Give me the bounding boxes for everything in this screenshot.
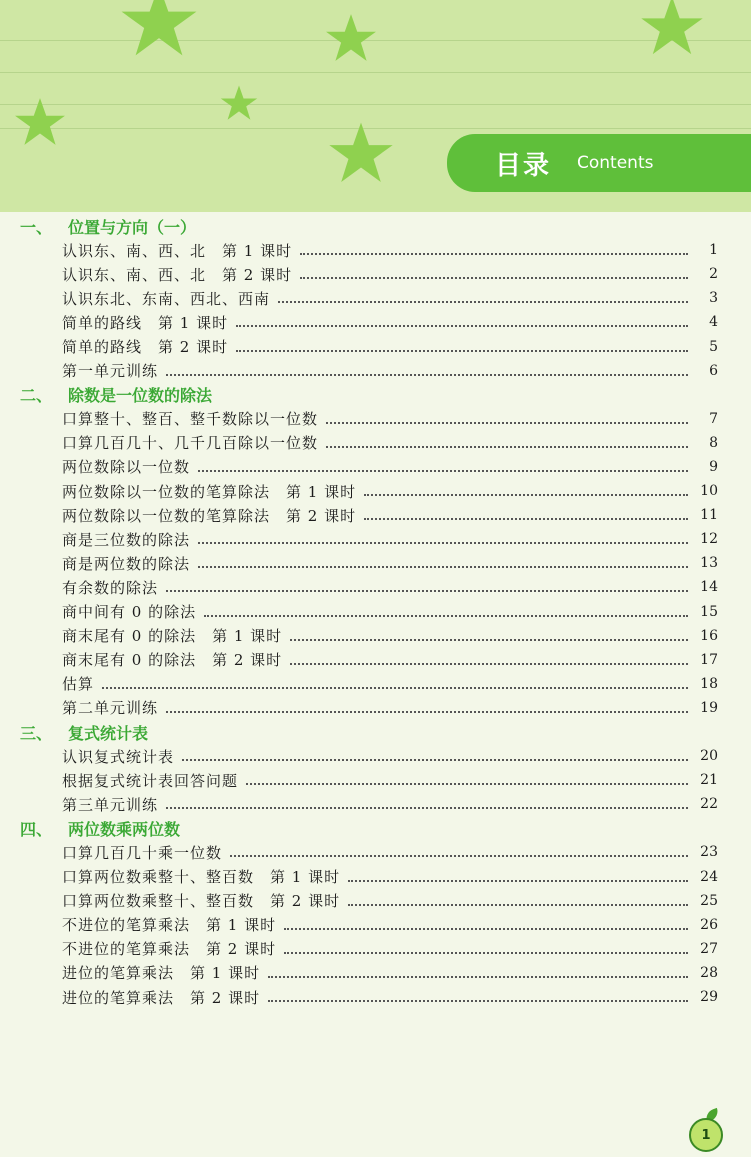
dot-leader [204,615,688,617]
unit-title: 两位数乘两位数 [68,819,181,839]
dot-leader [166,711,688,713]
toc-entry-page: 18 [700,675,718,692]
toc-entry-label: 有余数的除法 [62,578,159,597]
page-number-badge [683,1110,727,1154]
toc-entry[interactable] [0,889,751,913]
toc-entry[interactable] [0,744,751,768]
toc-entry-page: 27 [700,940,718,957]
toc-entry[interactable] [0,648,751,672]
toc-entry-page: 9 [709,458,718,475]
toc-entry-page: 8 [709,434,718,451]
contents-banner [447,134,751,192]
header-decoration [0,0,751,212]
dot-leader [268,976,688,978]
dot-leader [198,470,688,472]
unit-number: 三、 [20,723,53,743]
toc-entry[interactable] [0,310,751,334]
unit-heading [0,214,751,238]
toc-entry-label: 第三单元训练 [62,795,159,814]
unit-title: 位置与方向（一） [68,217,197,237]
toc-entry-label: 第二单元训练 [62,699,159,718]
toc-entry-label: 不进位的笔算乘法 第 1 课时 [62,916,277,935]
star-icon [120,0,198,60]
dot-leader [348,904,688,906]
dot-leader [198,542,688,544]
toc-entry-label: 估算 [62,675,95,694]
dot-leader [102,687,688,689]
dot-leader [300,277,688,279]
toc-entry-page: 7 [709,410,718,427]
toc-entry[interactable] [0,407,751,431]
toc-entry-page: 2 [709,266,718,283]
toc-entry-page: 23 [700,844,718,861]
toc-entry[interactable] [0,624,751,648]
toc-entry-page: 28 [700,964,718,981]
toc-entry-label: 两位数除以一位数的笔算除法 第 2 课时 [62,506,357,525]
toc-entry-label: 商末尾有 0 的除法 第 2 课时 [62,651,283,670]
toc-entry[interactable] [0,503,751,527]
toc-entry-label: 口算几百几十、几千几百除以一位数 [62,434,319,453]
toc-entry[interactable] [0,865,751,889]
toc-entry-page: 12 [700,531,718,548]
toc-entry-page: 5 [709,338,718,355]
toc-entry-label: 认识复式统计表 [62,747,175,766]
toc-entry-page: 22 [700,796,718,813]
unit-title: 除数是一位数的除法 [68,386,213,406]
toc-entry[interactable] [0,238,751,262]
unit-heading [0,816,751,840]
toc-entry-label: 商是三位数的除法 [62,530,191,549]
dot-leader [326,446,688,448]
dot-leader [246,783,688,785]
toc-entry-page: 11 [700,507,718,524]
toc-entry-page: 21 [700,772,718,789]
toc-entry-label: 口算两位数乘整十、整百数 第 2 课时 [62,892,341,911]
toc-entry[interactable] [0,600,751,624]
toc-entry[interactable] [0,961,751,985]
dot-leader [290,663,688,665]
toc-entry[interactable] [0,359,751,383]
star-icon [14,96,66,148]
dot-leader [166,374,688,376]
toc-entry-label: 商末尾有 0 的除法 第 1 课时 [62,627,283,646]
toc-entry-page: 17 [700,651,718,668]
unit-number: 四、 [20,819,53,839]
toc-entry-label: 不进位的笔算乘法 第 2 课时 [62,940,277,959]
toc-entry[interactable] [0,913,751,937]
toc-entry-label: 口算两位数乘整十、整百数 第 1 课时 [62,868,341,887]
toc-entry[interactable] [0,262,751,286]
dot-leader [166,807,688,809]
dot-leader [182,759,688,761]
toc-entry[interactable] [0,768,751,792]
toc-entry[interactable] [0,479,751,503]
dot-leader [284,952,688,954]
toc-entry-label: 两位数除以一位数的笔算除法 第 1 课时 [62,482,357,501]
toc-entry-label: 两位数除以一位数 [62,458,191,477]
toc-entry[interactable] [0,672,751,696]
dot-leader [300,253,688,255]
toc-entry-label: 进位的笔算乘法 第 2 课时 [62,988,261,1007]
toc-entry-label: 商是两位数的除法 [62,554,191,573]
toc-entry-page: 26 [700,916,718,933]
toc-entry[interactable] [0,575,751,599]
toc-entry[interactable] [0,840,751,864]
toc-entry-page: 24 [700,868,718,885]
dot-leader [230,855,688,857]
toc-entry-label: 根据复式统计表回答问题 [62,771,239,790]
dot-leader [290,639,688,641]
toc-entry[interactable] [0,286,751,310]
dot-leader [268,1000,688,1002]
contents-title: 目录 [495,150,552,181]
toc-entry-label: 认识东、南、西、北 第 1 课时 [62,241,293,260]
unit-heading [0,383,751,407]
toc-entry-page: 1 [709,242,718,259]
toc-entry-label: 口算整十、整百、整千数除以一位数 [62,410,319,429]
toc-entry-page: 6 [709,362,718,379]
unit-heading [0,720,751,744]
unit-title: 复式统计表 [68,723,149,743]
toc-entry[interactable] [0,696,751,720]
toc-entry[interactable] [0,985,751,1009]
dot-leader [284,928,688,930]
toc-entry-label: 商中间有 0 的除法 [62,603,197,622]
toc-entry-label: 口算几百几十乘一位数 [62,843,223,862]
star-icon [220,84,258,122]
toc-entry-page: 13 [700,555,718,572]
toc-entry-page: 4 [709,314,718,331]
unit-number: 一、 [20,217,53,237]
unit-number: 二、 [20,386,53,406]
toc-entry-page: 3 [709,290,718,307]
toc-entry[interactable] [0,551,751,575]
page-number: 1 [689,1118,723,1152]
dot-leader [236,325,688,327]
toc-entry-page: 19 [700,699,718,716]
toc-entry[interactable] [0,792,751,816]
toc-entry[interactable] [0,334,751,358]
toc-entry-label: 简单的路线 第 2 课时 [62,338,229,357]
dot-leader [278,301,688,303]
contents-subtitle: Contents [577,153,654,173]
dot-leader [364,518,688,520]
toc-entry-label: 第一单元训练 [62,362,159,381]
table-of-contents [0,214,751,1009]
star-icon [325,12,377,64]
toc-entry-page: 29 [700,989,718,1006]
toc-entry-label: 进位的笔算乘法 第 1 课时 [62,964,261,983]
toc-entry[interactable] [0,937,751,961]
dot-leader [198,566,688,568]
toc-entry-label: 认识东北、东南、西北、西南 [62,289,271,308]
toc-entry-label: 简单的路线 第 1 课时 [62,313,229,332]
toc-entry-page: 25 [700,892,718,909]
toc-entry-page: 16 [700,627,718,644]
dot-leader [166,590,688,592]
toc-entry[interactable] [0,527,751,551]
toc-entry[interactable] [0,431,751,455]
toc-entry-label: 认识东、南、西、北 第 2 课时 [62,265,293,284]
dot-leader [348,880,688,882]
dot-leader [236,350,688,352]
star-icon [640,0,704,58]
dot-leader [364,494,688,496]
toc-entry-page: 10 [700,483,718,500]
star-icon [328,120,394,186]
toc-entry-page: 15 [700,603,718,620]
toc-entry[interactable] [0,455,751,479]
dot-leader [326,422,688,424]
toc-entry-page: 14 [700,579,718,596]
toc-entry-page: 20 [700,748,718,765]
